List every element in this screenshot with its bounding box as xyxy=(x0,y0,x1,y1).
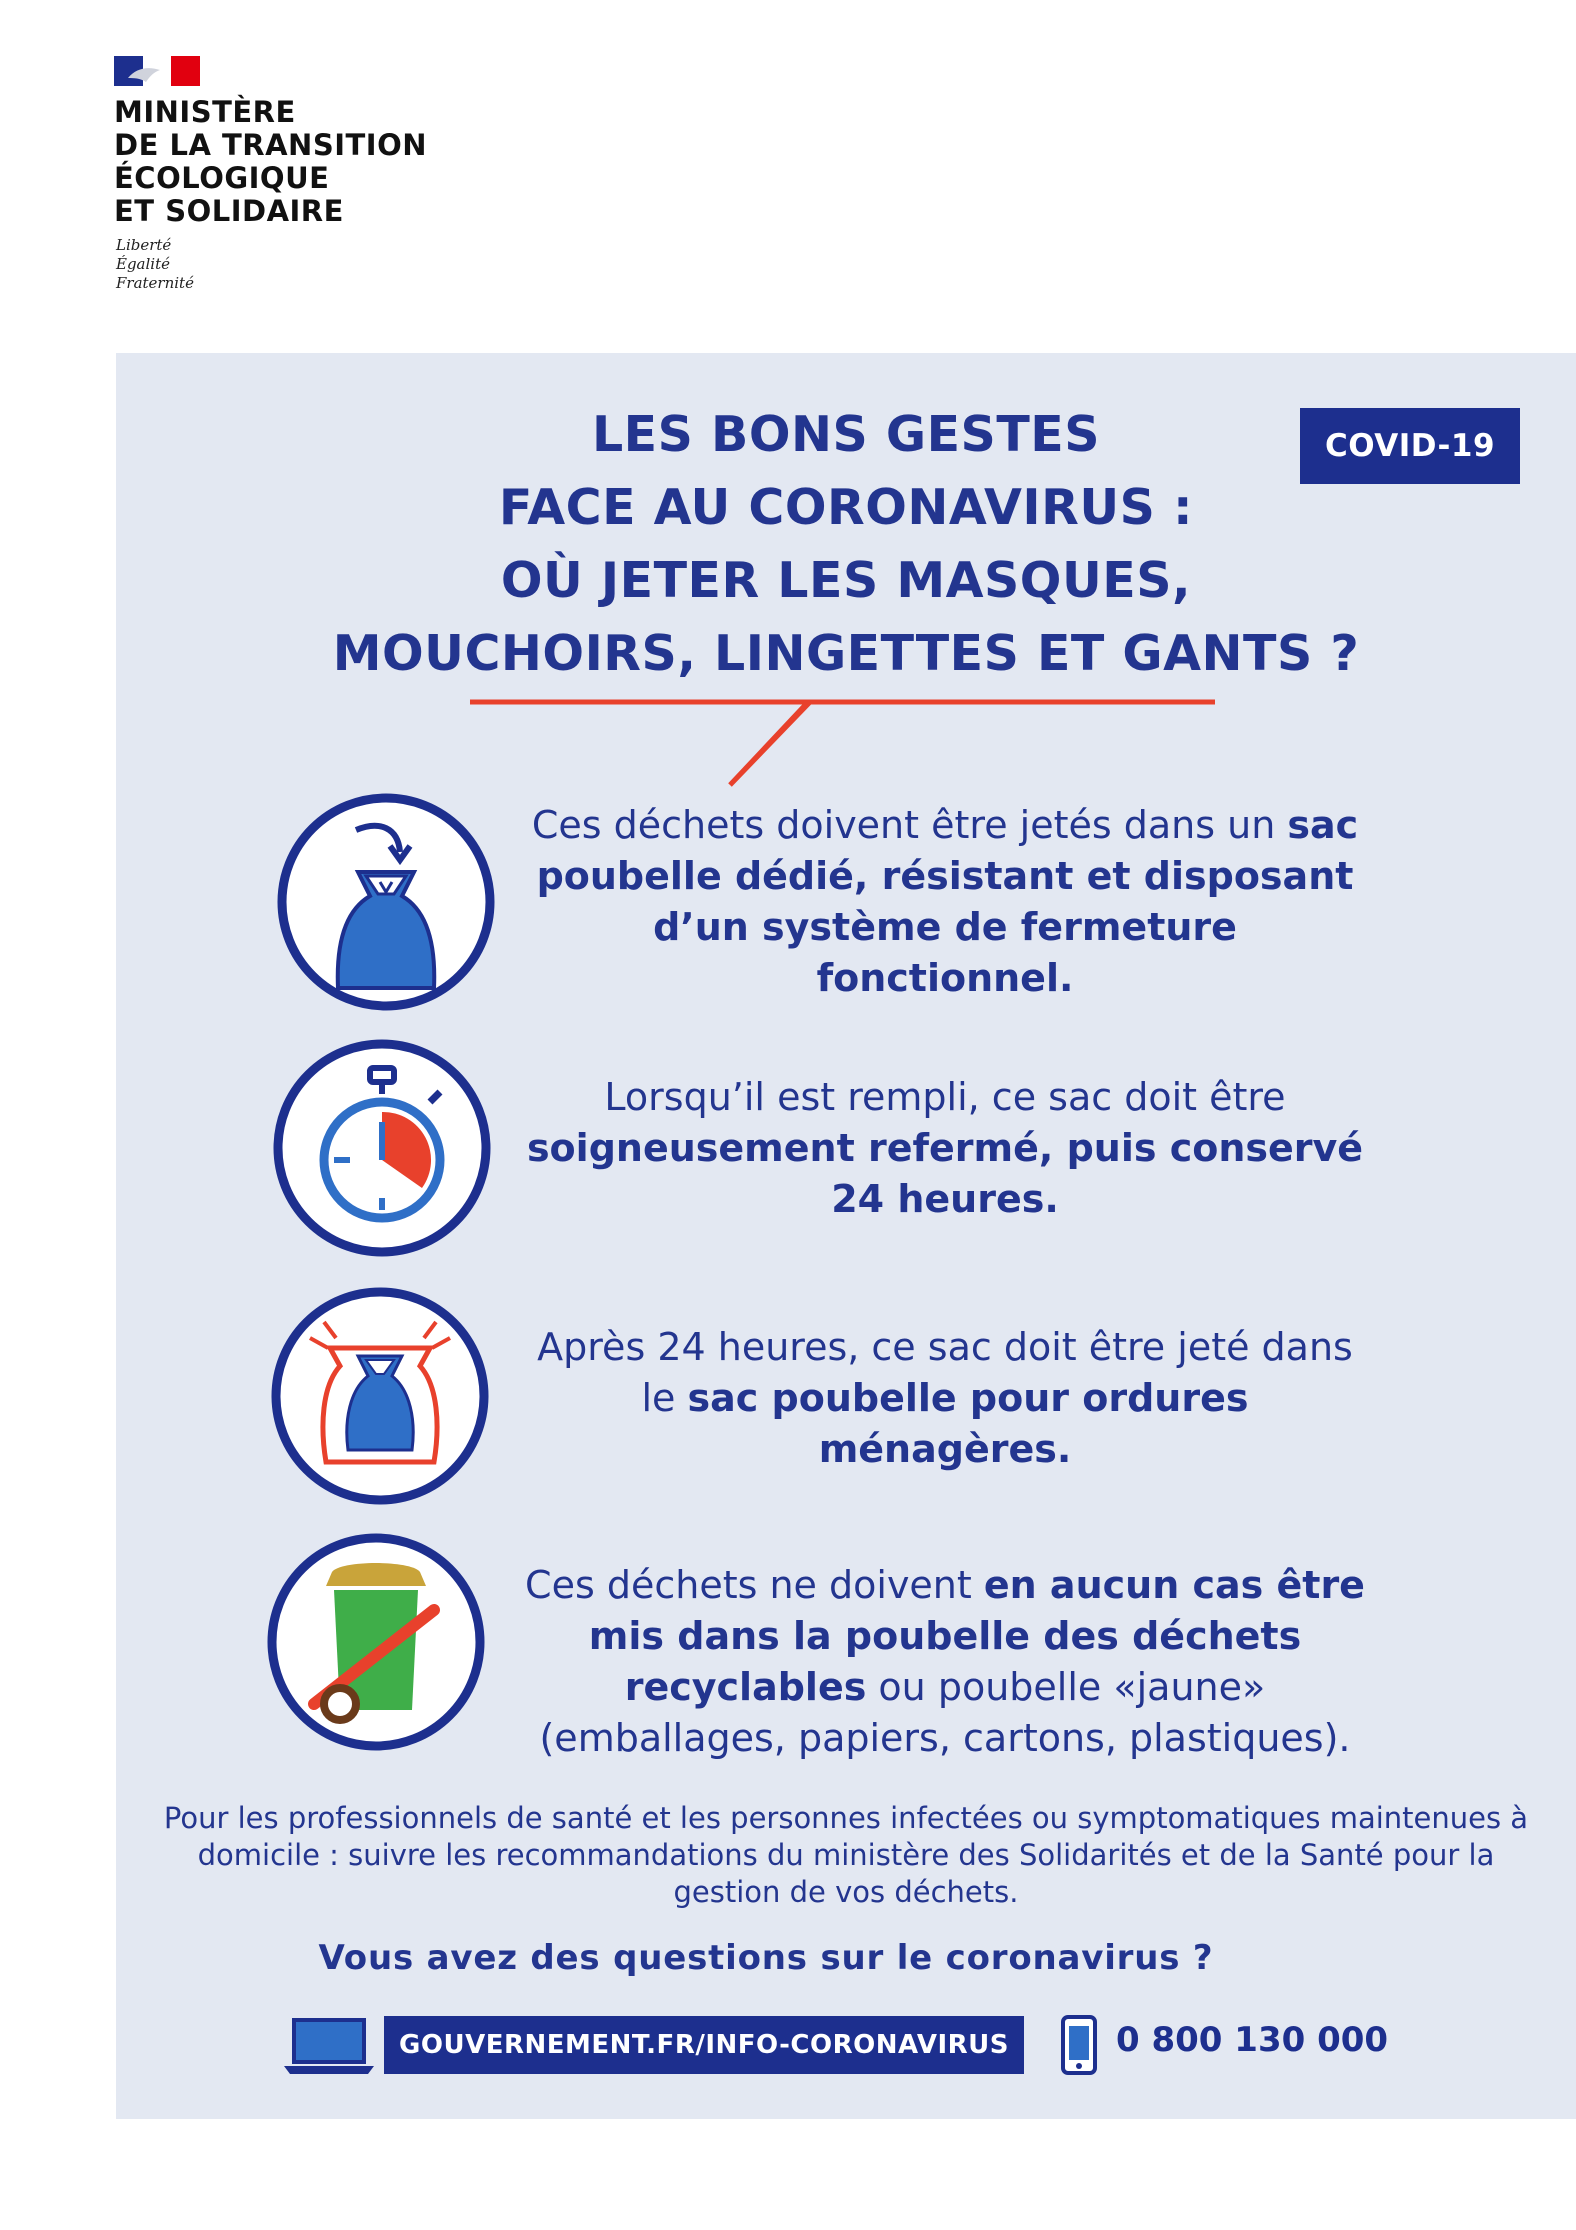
speech-bubble-line xyxy=(460,690,1220,800)
step-4-text-bold: en aucun cas être mis dans la poubelle des déchets recyclables xyxy=(588,1563,1365,1709)
questions-heading: Vous avez des questions sur le coronavirus ? xyxy=(318,1938,1214,1978)
title-line-2: FACE AU CORONAVIRUS : xyxy=(498,479,1194,536)
step-2-text-bold: soigneusement refermé, puis conservé 24 heures. xyxy=(526,1126,1364,1221)
step-2-text xyxy=(520,1072,1370,1225)
title-line-3: OÙ JETER LES MASQUES, xyxy=(500,552,1192,609)
bag-in-bag-icon xyxy=(270,1286,490,1506)
no-recycling-bin-icon xyxy=(266,1532,486,1752)
republic-motto xyxy=(116,236,194,293)
trash-bag-icon xyxy=(276,792,496,1012)
hotline-phone-number[interactable]: 0 800 130 000 xyxy=(1116,2020,1389,2060)
step-4-text-regular-end: ou poubelle «jaune» (emballages, papiers, cartons, plastiques). xyxy=(539,1665,1351,1760)
title-line-4: MOUCHOIRS, LINGETTES ET GANTS ? xyxy=(332,625,1360,682)
step-2-text-regular: Lorsqu’il est rempli, ce sac doit être xyxy=(604,1075,1286,1119)
info-coronavirus-link[interactable]: GOUVERNEMENT.FR/INFO-CORONAVIRUS xyxy=(384,2016,1024,2074)
motto-liberte: Liberté xyxy=(116,236,172,254)
health-professionals-note: Pour les professionnels de santé et les personnes infectées ou symptomatiques maintenues à domicile : suivre les recommandations du ministère des Solidarités et de la Santé pour la gestion de vos déchets. xyxy=(163,1801,1529,1909)
motto-egalite: Égalité xyxy=(116,255,170,273)
stopwatch-icon xyxy=(272,1038,492,1258)
step-4-text-regular: Ces déchets ne doivent xyxy=(525,1563,984,1607)
step-3-text-regular: Après 24 heures, ce sac doit être jeté dans le xyxy=(537,1325,1353,1420)
title-line-1: LES BONS GESTES xyxy=(591,406,1101,463)
ministry-name-line-2: DE LA TRANSITION xyxy=(114,128,427,162)
laptop-icon xyxy=(284,2016,374,2076)
step-1-text xyxy=(520,800,1370,1004)
smartphone-icon xyxy=(1060,2014,1098,2076)
ministry-name-line-3: ÉCOLOGIQUE xyxy=(114,161,330,195)
step-1-text-regular: Ces déchets doivent être jetés dans un xyxy=(531,803,1288,847)
step-3-text xyxy=(520,1322,1370,1475)
covid-badge: COVID-19 xyxy=(1300,408,1520,484)
step-3-text-bold: sac poubelle pour ordures ménagères. xyxy=(687,1376,1249,1471)
motto-fraternite: Fraternité xyxy=(116,274,194,292)
ministry-name-line-1: MINISTÈRE xyxy=(114,95,296,129)
ministry-name-line-4: ET SOLIDAIRE xyxy=(114,194,344,228)
step-4-text xyxy=(520,1560,1370,1764)
step-1-text-bold: sac poubelle dédié, résistant et disposant d’un système de fermeture fonctionnel. xyxy=(536,803,1359,1000)
marianne-flag-icon xyxy=(114,56,200,86)
